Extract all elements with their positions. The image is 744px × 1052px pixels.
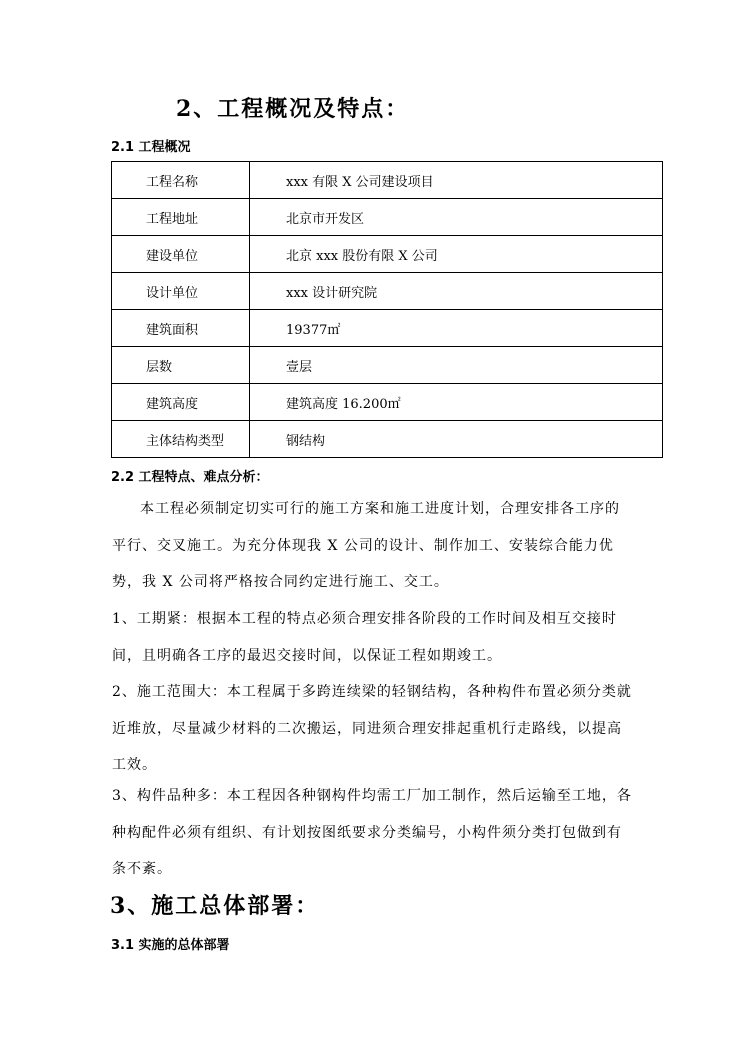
table-row [112,236,663,273]
table-value: 北京市开发区 [250,199,663,236]
table-label: 建筑高度 [112,384,250,421]
subsection-2-1-heading: 2.1 工程概况 [111,140,191,155]
table-row [112,162,663,199]
table-value: 北京 xxx 股份有限 X 公司 [250,236,663,273]
table-label: 建筑面积 [112,310,250,347]
section-2-heading: 2、工程概况及特点： [176,96,410,122]
table-row [112,347,663,384]
table-row [112,273,663,310]
table-label: 建设单位 [112,236,250,273]
table-row [112,199,663,236]
section-3-heading: 3、施工总体部署： [110,893,320,919]
table-value: 钢结构 [250,421,663,458]
table-label: 设计单位 [112,273,250,310]
table-row [112,421,663,458]
table-value: xxx 有限 X 公司建设项目 [250,162,663,199]
project-overview-table [111,161,663,458]
table-row [112,384,663,421]
table-row [112,310,663,347]
subsection-3-1-heading: 3.1 实施的总体部署 [111,938,230,953]
table-label: 主体结构类型 [112,421,250,458]
table-label: 层数 [112,347,250,384]
point-2-paragraph: 2、施工范围大：本工程属于多跨连续梁的轻钢结构，各种构件布置必须分类就近堆放，尽量减少材料的二次搬运，同进须合理安排起重机行走路线，以提高工效。 [112,684,632,773]
table-value: 壹层 [250,347,663,384]
table-value: xxx 设计研究院 [250,273,663,310]
point-1-paragraph: 1、工期紧：根据本工程的特点必须合理安排各阶段的工作时间及相互交接时间，且明确各工序的最迟交接时间，以保证工程如期竣工。 [112,611,617,664]
table-label: 工程地址 [112,199,250,236]
intro-paragraph: 本工程必须制定切实可行的施工方案和施工进度计划，合理安排各工序的平行、交叉施工。为充分体现我 X 公司的设计、制作加工、安装综合能力优势，我 X 公司将严格按合同约定进行施工、交工。 [112,501,620,590]
table-label: 工程名称 [112,162,250,199]
table-value: 19377㎡ [250,310,663,347]
point-3-paragraph: 3、构件品种多：本工程因各种钢构件均需工厂加工制作，然后运输至工地，各种构配件必须有组织、有计划按图纸要求分类编号，小构件须分类打包做到有条不紊。 [112,788,632,877]
subsection-2-2-heading: 2.2 工程特点、难点分析： [111,470,269,485]
table-value: 建筑高度 16.200㎡ [250,384,663,421]
